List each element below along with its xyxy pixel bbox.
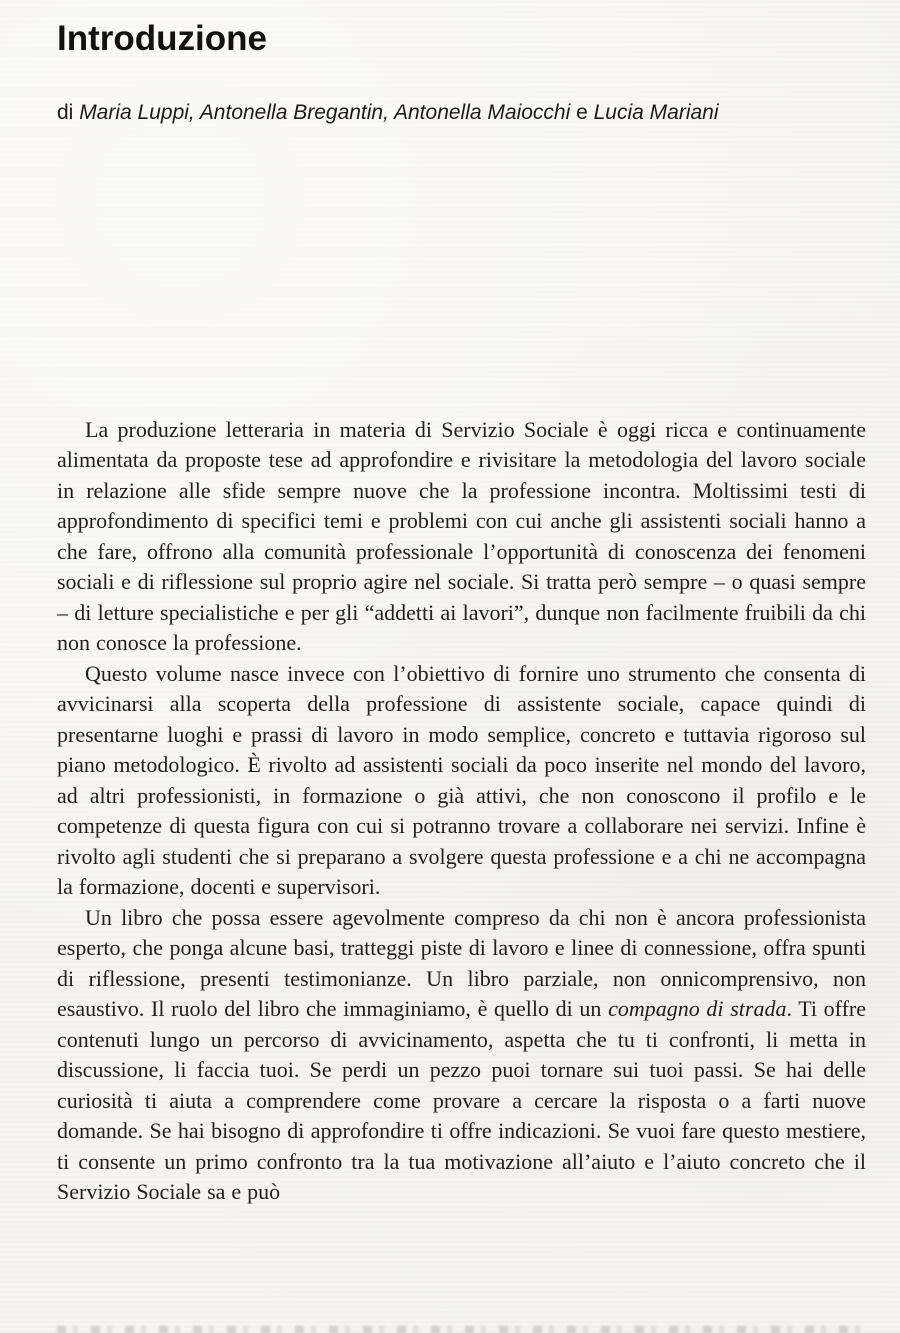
italic-text-run: Maria Luppi, Antonella Bregantin, Antonella Maiocchi: [79, 100, 571, 124]
italic-text-run: compagno di strada: [608, 996, 787, 1021]
body-text: [57, 415, 866, 1208]
italic-text-run: Lucia Mariani: [593, 100, 719, 124]
text-run: . Ti offre contenuti lungo un percorso di avvicinamento, aspetta che tu ti confronti, li metta in discussione, li faccia tuoi. Se perdi un pezzo puoi tornare sui tuoi passi. Se hai delle curiosità ti aiuta a comprendere come provare a cercare la risposta o a farti nuove domande. Se hai bisogno di approfondire ti offre indicazioni. Se vuoi fare questo mestiere, ti consente un primo confronto tra la tua motivazione all’aiuto e l’aiuto concreto che il Servizio Sociale sa e può: [57, 996, 867, 1204]
text-run: La produzione letteraria in materia di Servizio Sociale è oggi ricca e continuamente alimentata da proposte tese ad approfondire e rivisitare la metodologia del lavoro sociale in relazione alle sfide sempre nuove che la professione incontra. Moltissimi testi di approfondimento di specifici temi e problemi con cui anche gli assistenti sociali hanno a che fare, offrono alla comunità professionale l’opportunità di conoscenza dei fenomeni sociali e di riflessione sul proprio agire nel sociale. Si tratta però sempre – o quasi sempre – di letture specialistiche e per gli “addetti ai lavori”, dunque non facilmente fruibili da chi non conosce la professione.: [57, 416, 866, 655]
body-paragraph: [57, 903, 866, 1208]
text-run: Un libro che possa essere agevolmente compreso da chi non è ancora professionista esperto, che ponga alcune basi, tratteggi piste di lavoro e linee di connessione, offra spunti di riflessione, presenti testimonianze. Un libro parziale, non onnicomprensivo, non esaustivo. Il ruolo del libro che immaginiamo, è quello di un: [57, 904, 866, 1021]
body-paragraph: [57, 659, 866, 903]
text-run: di: [57, 100, 80, 124]
text-run: Questo volume nasce invece con l’obiettivo di fornire uno strumento che consenta di avvicinarsi alla scoperta della professione di assistente sociale, capace quindi di presentarne luoghi e prassi di lavoro in modo semplice, concreto e tuttavia rigoroso sul piano metodologico. È rivolto ad assistenti sociali da poco inserite nel mondo del lavoro, ad altri professionisti, in formazione o già attivi, che non conoscono il profilo e le competenze di questa figura con cui si potranno trovare a collaborare nei servizi. Infine è rivolto agli studenti che si preparano a svolgere questa professione e a chi ne accompagna la formazione, docenti e supervisori.: [57, 660, 866, 899]
text-run: e: [570, 100, 594, 124]
byline: [57, 101, 866, 125]
page-title: Introduzione: [57, 19, 267, 58]
page-bottom-cutoff-artifact: [57, 1326, 866, 1333]
body-paragraph: [57, 415, 866, 659]
